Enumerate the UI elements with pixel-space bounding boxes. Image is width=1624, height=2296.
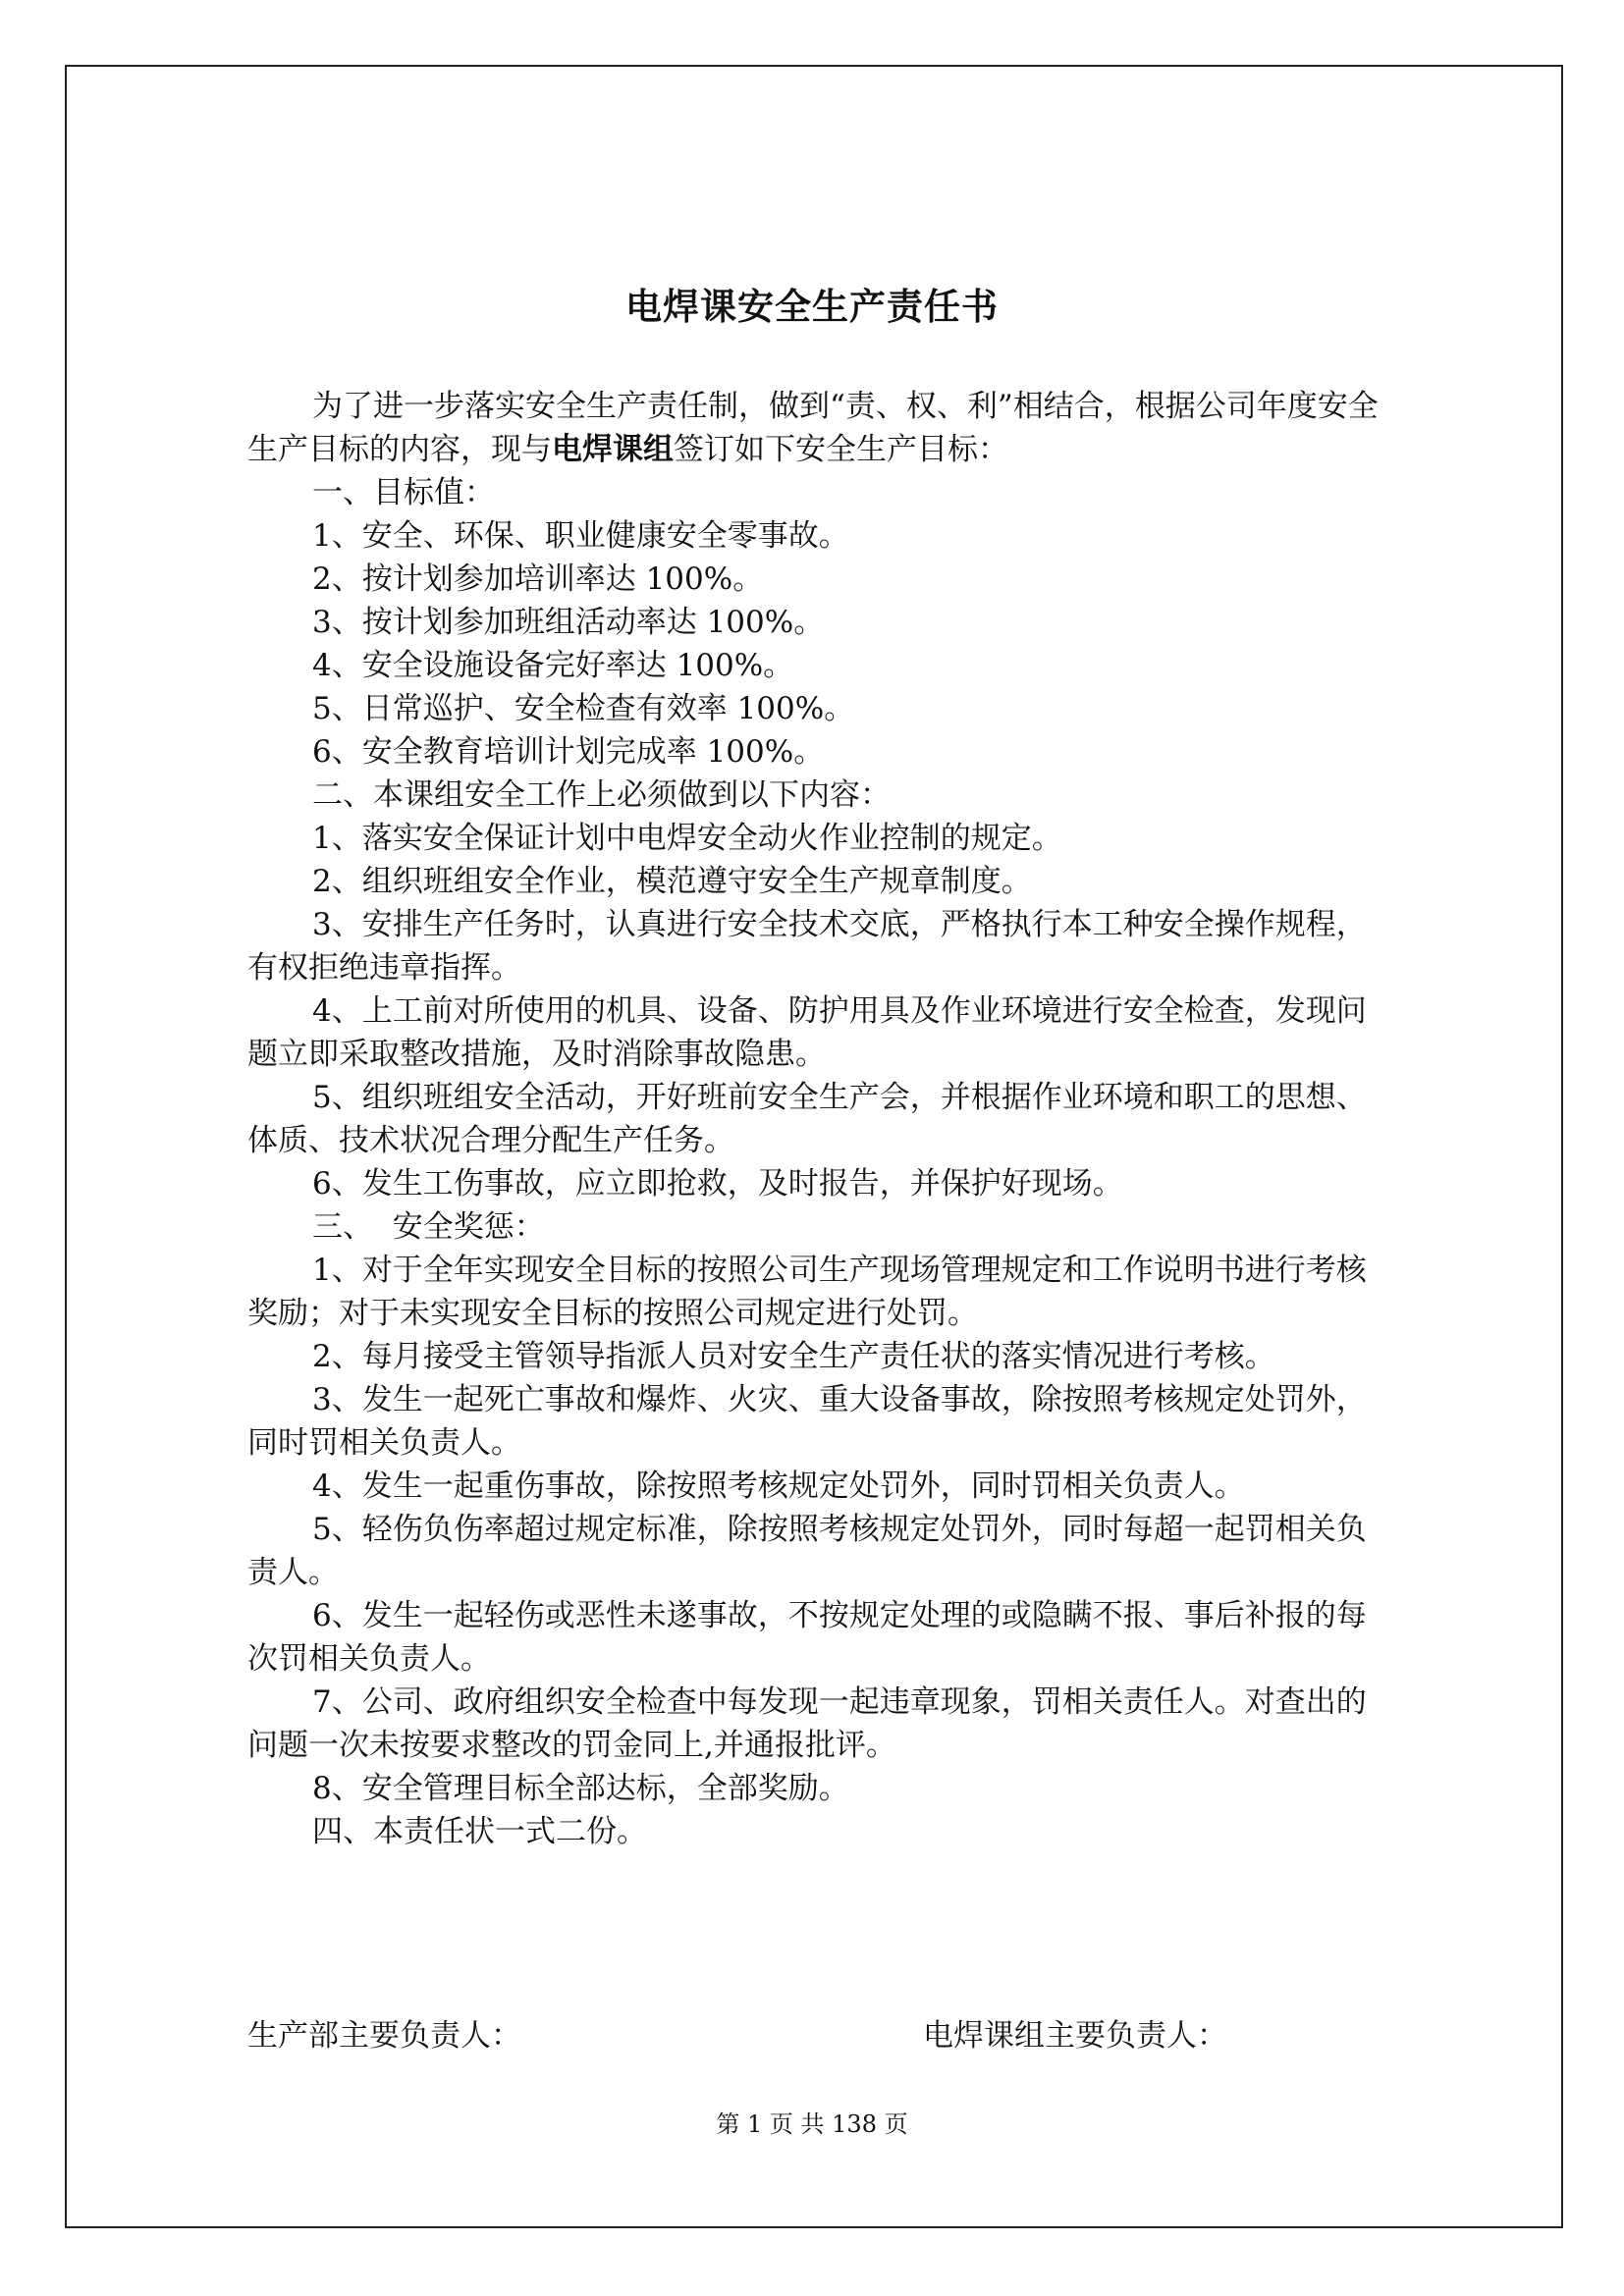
list-item: 6、发生一起轻伤或恶性未遂事故，不按规定处理的或隐瞒不报、事后补报的每次罚相关负责人。 — [247, 1598, 1367, 1677]
intro-text-end: 签订如下安全生产目标： — [674, 432, 1008, 467]
list-item: 7、公司、政府组织安全检查中每发现一起违章现象，罚相关责任人。对查出的问题一次未按要求整改的罚金同上,并通报批评。 — [247, 1684, 1367, 1763]
document-body — [247, 385, 1386, 1853]
signature-welding-team: 电焊课组主要负责人： — [923, 2018, 1227, 2054]
list-item: 3、发生一起死亡事故和爆炸、火灾、重大设备事故，除按照考核规定处罚外，同时罚相关负责人。 — [247, 1382, 1367, 1461]
list-item: 5、日常巡护、安全检查有效率 100%。 — [312, 691, 855, 726]
signature-production-dept: 生产部主要负责人： — [247, 2018, 521, 2054]
intro-team-name: 电焊课组 — [552, 432, 674, 467]
intro-text: 为了进一步落实安全生产责任制，做到“责、权、利”相结合，根据公司年度安全生产目标的内容，现与 — [247, 389, 1379, 467]
list-item: 2、每月接受主管领导指派人员对安全生产责任状的落实情况进行考核。 — [312, 1339, 1275, 1374]
list-item: 4、安全设施设备完好率达 100%。 — [312, 648, 794, 683]
list-item: 3、按计划参加班组活动率达 100%。 — [312, 605, 825, 640]
list-item: 3、安排生产任务时，认真进行安全技术交底，严格执行本工种安全操作规程，有权拒绝违章指挥。 — [247, 907, 1367, 986]
list-item: 1、对于全年实现安全目标的按照公司生产现场管理规定和工作说明书进行考核奖励；对于未实现安全目标的按照公司规定进行处罚。 — [247, 1253, 1367, 1331]
section4-heading: 四、本责任状一式二份。 — [312, 1814, 647, 1849]
list-item: 1、落实安全保证计划中电焊安全动火作业控制的规定。 — [312, 821, 1062, 856]
list-item: 5、组织班组安全活动，开好班前安全生产会，并根据作业环境和职工的思想、体质、技术状况合理分配生产任务。 — [247, 1080, 1367, 1158]
section1-heading: 一、目标值： — [312, 475, 495, 510]
intro-paragraph — [247, 385, 1386, 471]
list-item: 2、按计划参加培训率达 100%。 — [312, 561, 764, 597]
list-item: 8、安全管理目标全部达标，全部奖励。 — [312, 1771, 849, 1806]
list-item: 1、安全、环保、职业健康安全零事故。 — [312, 518, 849, 554]
list-item: 5、轻伤负伤率超过规定标准，除按照考核规定处罚外，同时每超一起罚相关负责人。 — [247, 1512, 1367, 1590]
document-title: 电焊课安全生产责任书 — [625, 285, 999, 328]
list-item: 4、上工前对所使用的机具、设备、防护用具及作业环境进行安全检查，发现问题立即采取整改措施，及时消除事故隐患。 — [247, 993, 1367, 1072]
list-item: 2、组织班组安全作业，模范遵守安全生产规章制度。 — [312, 864, 1032, 899]
section3-heading: 三、 安全奖惩： — [312, 1209, 545, 1245]
list-item: 4、发生一起重伤事故，除按照考核规定处罚外，同时罚相关负责人。 — [312, 1468, 1245, 1504]
list-item: 6、安全教育培训计划完成率 100%。 — [312, 734, 825, 770]
list-item: 6、发生工伤事故，应立即抢救，及时报告，并保护好现场。 — [312, 1166, 1123, 1201]
section2-heading: 二、本课组安全工作上必须做到以下内容： — [312, 777, 891, 813]
page-number-footer: 第 1 页 共 138 页 — [716, 2110, 908, 2138]
